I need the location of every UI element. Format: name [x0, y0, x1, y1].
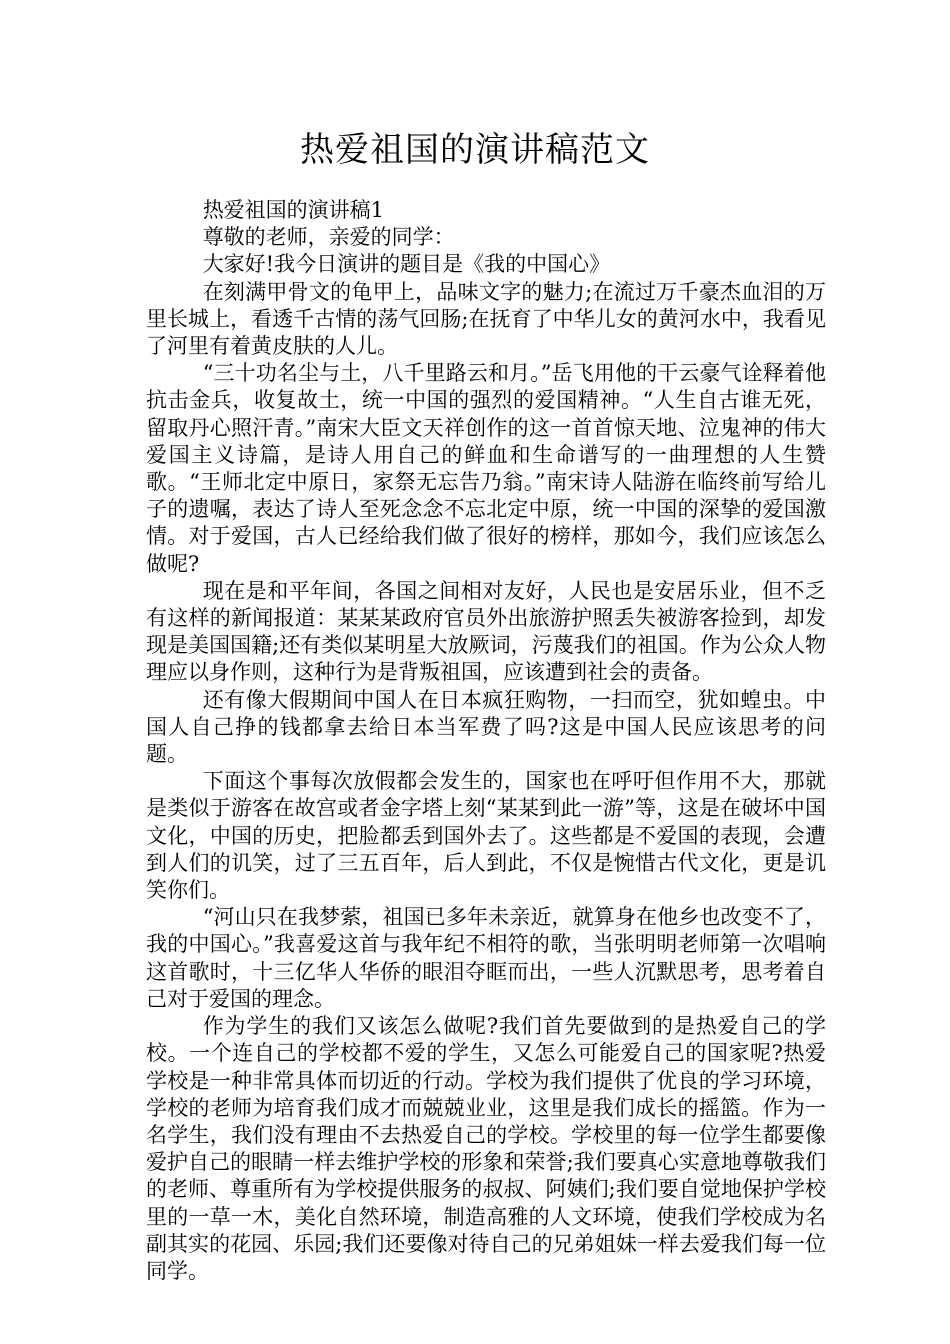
document-title: 热爱祖国的演讲稿范文	[300, 130, 650, 170]
document-body	[146, 197, 826, 1285]
paragraph: 在刻满甲骨文的龟甲上，品味文字的魅力;在流过万千豪杰血泪的万里长城上，看透千古情的荡气回肠;在抚育了中华儿女的黄河水中，我看见了河里有着黄皮肤的人儿。	[146, 279, 826, 359]
paragraph: 现在是和平年间，各国之间相对友好，人民也是安居乐业，但不乏有这样的新闻报道：某某某政府官员外出旅游护照丢失被游客捡到，却发现是美国国籍;还有类似某明星大放厥词，污蔑我们的祖国。作为公众人物理应以身作则，这种行为是背叛祖国，应该遭到社会的责备。	[146, 578, 826, 685]
speech-topic: 大家好!我今日演讲的题目是《我的中国心》	[202, 252, 611, 277]
paragraph: 还有像大假期间中国人在日本疯狂购物，一扫而空，犹如蝗虫。中国人自己挣的钱都拿去给日本当军费了吗?这是中国人民应该思考的问题。	[146, 687, 826, 767]
paragraph: 作为学生的我们又该怎么做呢?我们首先要做到的是热爱自己的学校。一个连自己的学校都不爱的学生，又怎么可能爱自己的国家呢?热爱学校是一种非常具体而切近的行动。学校为我们提供了优良的学习环境，学校的老师为培育我们成才而兢兢业业，这里是我们成长的摇篮。作为一名学生，我们没有理由不去热爱自己的学校。学校里的每一位学生都要像爱护自己的眼睛一样去维护学校的形象和荣誉;我们要真心实意地尊敬我们的老师、尊重所有为学校提供服务的叔叔、阿姨们;我们要自觉地保护学校里的一草一木，美化自然环境，制造高雅的人文环境，使我们学校成为名副其实的花园、乐园;我们还要像对待自己的兄弟姐妹一样去爱我们每一位同学。	[146, 1014, 826, 1283]
section-heading: 热爱祖国的演讲稿1	[202, 198, 385, 222]
paragraph: “河山只在我梦萦，祖国已多年未亲近，就算身在他乡也改变不了，我的中国心。”我喜爱这首与我年纪不相符的歌，当张明明老师第一次唱响这首歌时，十三亿华人华侨的眼泪夺眶而出，一些人沉默思考，思考着自己对于爱国的理念。	[146, 905, 826, 1011]
paragraph: “三十功名尘与土，八千里路云和月。”岳飞用他的干云豪气诠释着他抗击金兵，收复故土，统一中国的强烈的爱国精神。“人生自古谁无死，留取丹心照汗青。”南宋大臣文天祥创作的这一首首惊天地、泣鬼神的伟大爱国主义诗篇，是诗人用自己的鲜血和生命谱写的一曲理想的人生赞歌。“王师北定中原日，家祭无忘告乃翁。”南宋诗人陆游在临终前写给儿子的遗嘱，表达了诗人至死念念不忘北定中原，统一中国的深挚的爱国激情。对于爱国，古人已经给我们做了很好的榜样，那如今，我们应该怎么做呢?	[146, 361, 826, 576]
paragraph: 下面这个事每次放假都会发生的，国家也在呼吁但作用不大，那就是类似于游客在故宫或者金字塔上刻“某某到此一游”等，这是在破坏中国文化，中国的历史，把脸都丢到国外去了。这些都是不爱国的表现，会遭到人们的讥笑，过了三五百年，后人到此，不仅是惋惜古代文化，更是讥笑你们。	[146, 769, 826, 903]
salutation: 尊敬的老师，亲爱的同学：	[202, 225, 455, 250]
